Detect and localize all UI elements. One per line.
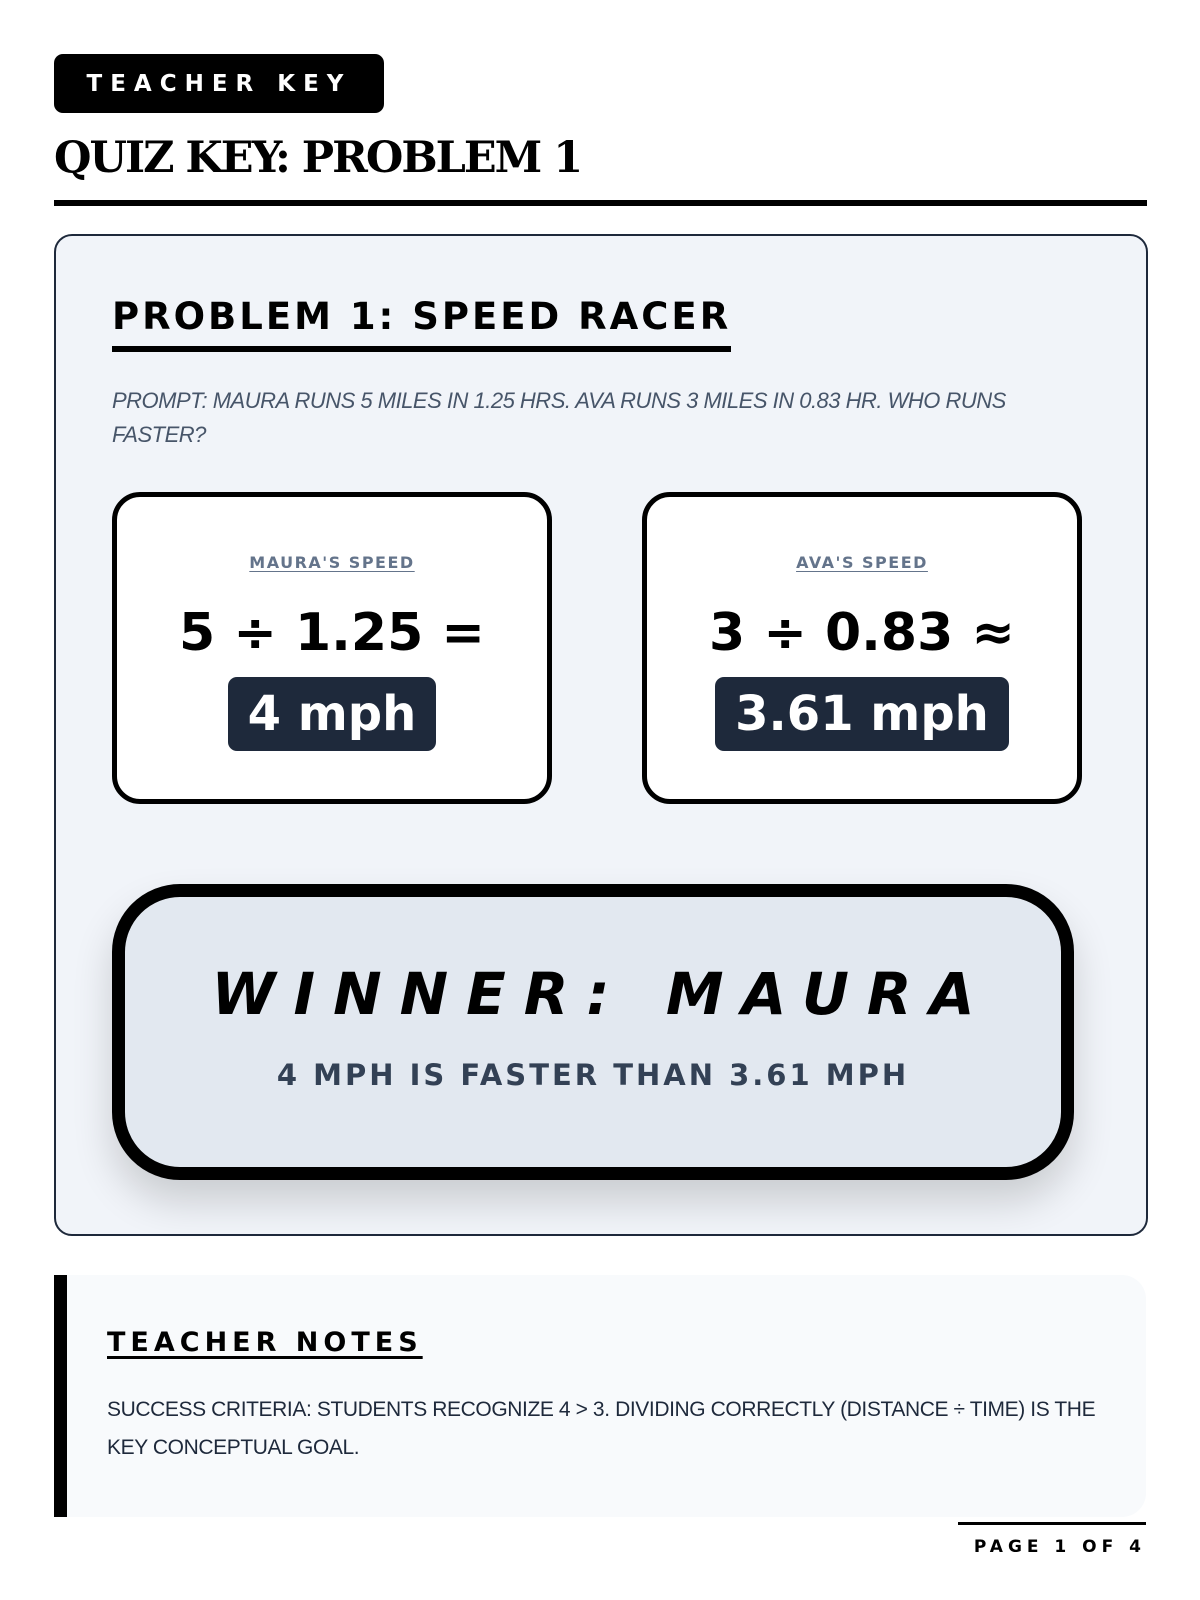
ava-speed-answer: 3.61 mph bbox=[715, 677, 1009, 751]
maura-speed-equation: 5 ÷ 1.25 = bbox=[179, 603, 485, 663]
winner-title: WINNER: MAURA bbox=[211, 960, 993, 1028]
problem-prompt: PROMPT: MAURA RUNS 5 MILES IN 1.25 HRS. AVA RUNS 3 MILES IN 0.83 HR. WHO RUNS FASTER? bbox=[112, 388, 1006, 447]
page-title: QUIZ KEY: PROBLEM 1 bbox=[54, 133, 582, 183]
maura-speed-card bbox=[112, 492, 552, 804]
maura-speed-answer: 4 mph bbox=[228, 677, 437, 751]
ava-speed-equation: 3 ÷ 0.83 ≈ bbox=[709, 603, 1015, 663]
ava-speed-card bbox=[642, 492, 1082, 804]
page-number: PAGE 1 OF 4 bbox=[958, 1522, 1146, 1557]
title-divider bbox=[54, 200, 1147, 206]
teacher-notes-body: SUCCESS CRITERIA: STUDENTS RECOGNIZE 4 > 3. DIVIDING CORRECTLY (DISTANCE ÷ TIME) IS THE KEY CONCEPTUAL GOAL. bbox=[107, 1398, 1096, 1459]
problem-card bbox=[54, 234, 1148, 1236]
teacher-notes-heading: TEACHER NOTES bbox=[107, 1327, 423, 1358]
winner-box bbox=[112, 884, 1074, 1180]
teacher-key-badge: TEACHER KEY bbox=[54, 54, 384, 113]
teacher-notes bbox=[54, 1275, 1146, 1517]
winner-subtitle: 4 MPH IS FASTER THAN 3.61 MPH bbox=[276, 1058, 910, 1092]
problem-heading: PROBLEM 1: SPEED RACER bbox=[112, 294, 731, 352]
maura-speed-label: MAURA'S SPEED bbox=[249, 553, 415, 572]
ava-speed-label: AVA'S SPEED bbox=[796, 553, 928, 572]
